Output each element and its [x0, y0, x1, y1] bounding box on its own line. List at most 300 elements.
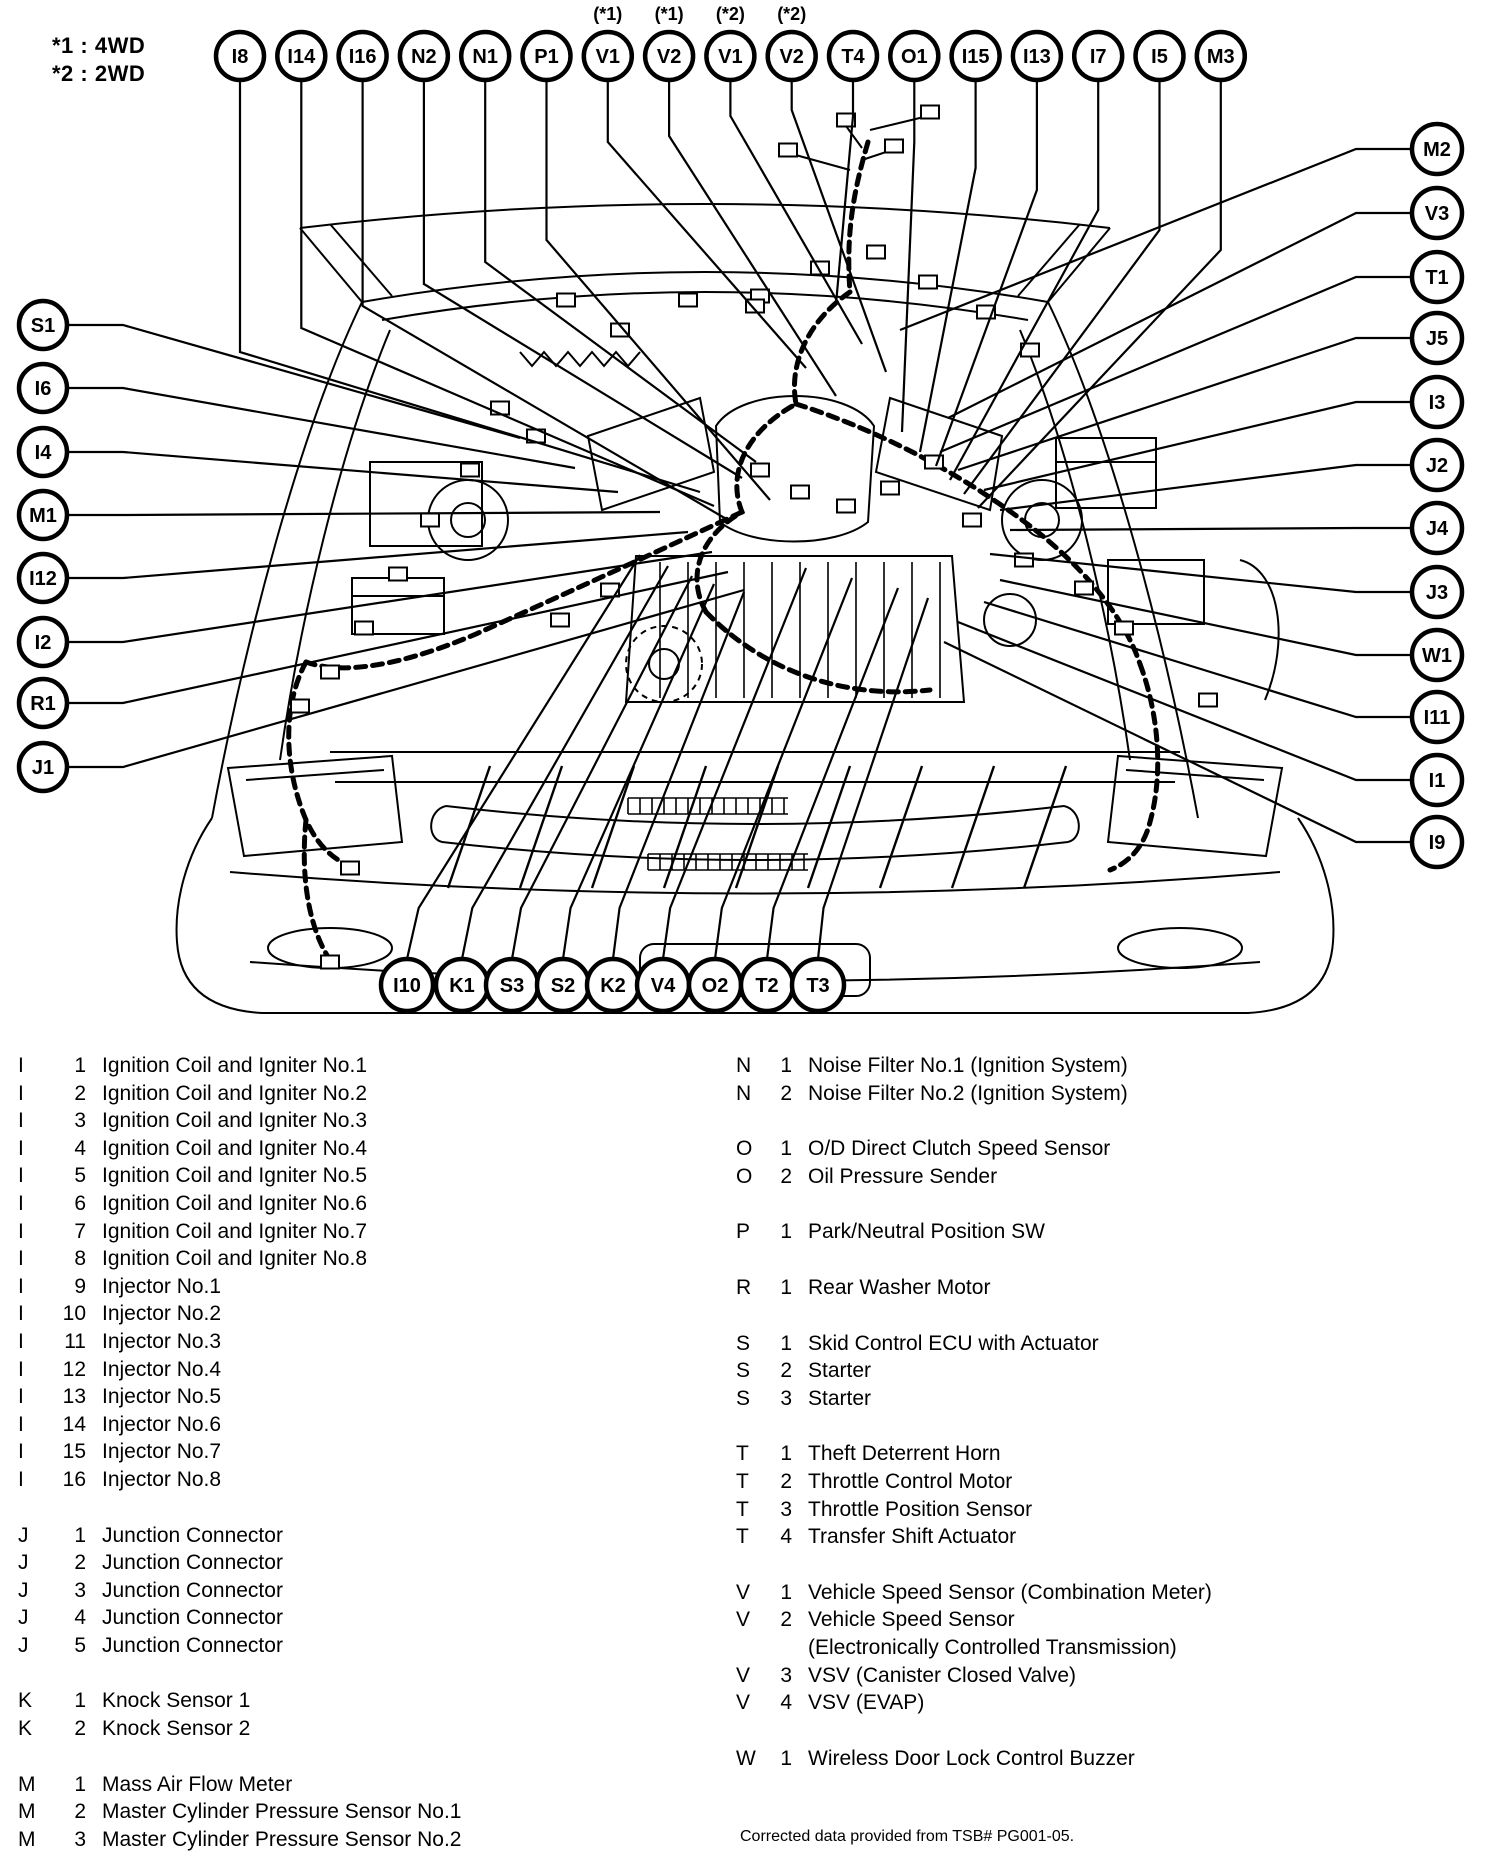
legend-row-I3: [18, 1107, 678, 1135]
legend-number: 8: [74, 1247, 86, 1271]
callout-I5: [1136, 32, 1184, 80]
legend-row-M3: [18, 1826, 678, 1854]
polyline-art: [67, 512, 660, 515]
callout-label: J3: [1425, 582, 1449, 604]
path-art: [289, 662, 350, 866]
path-art: [1126, 770, 1264, 780]
legend-section-P: [736, 1218, 1496, 1246]
polyline-art: [902, 80, 914, 432]
legend-row-T2: [736, 1468, 1496, 1496]
path-art: [706, 612, 930, 692]
legend-section-O: [736, 1135, 1496, 1190]
legend-row-O2: [736, 1163, 1496, 1191]
callout-label: I10: [393, 975, 421, 997]
legend-description: Transfer Shift Actuator: [808, 1525, 1017, 1549]
legend-description: Vehicle Speed Sensor (Combination Meter): [808, 1580, 1212, 1604]
polyline-art: [920, 80, 976, 452]
callout-label: I16: [348, 46, 377, 68]
legend-description: Rear Washer Motor: [808, 1275, 991, 1299]
legend-number: 3: [74, 1109, 86, 1133]
callout-label: I4: [34, 442, 52, 464]
legend-right-column: [736, 1052, 1496, 1800]
legend-letter: K: [18, 1717, 33, 1741]
engine-rib-detail: [448, 562, 1066, 888]
footnote: Corrected data provided from TSB# PG001-05.: [740, 1828, 1075, 1845]
legend-letter: O: [736, 1164, 753, 1188]
legend-description: Injector No.3: [102, 1329, 222, 1353]
legend-section-M: [18, 1771, 678, 1854]
path-art: [330, 224, 392, 296]
callout-I4: [19, 428, 67, 476]
legend-letter: S: [736, 1331, 751, 1355]
legend-description: Ignition Coil and Igniter No.3: [102, 1109, 367, 1133]
callout-S2: [537, 959, 589, 1011]
legend-row-M2: [18, 1798, 678, 1826]
callout-I14: [277, 32, 325, 80]
legend-letter: J: [18, 1551, 29, 1575]
legend-letter: I: [18, 1412, 24, 1436]
connector-block: [291, 700, 309, 713]
polyline-art: [512, 576, 692, 959]
connector-block: [963, 514, 981, 527]
legend-letter: M: [18, 1827, 36, 1851]
legend-letter: T: [736, 1442, 749, 1466]
path-art: [306, 512, 742, 668]
legend-description: Junction Connector: [102, 1606, 283, 1630]
legend-description: Injector No.7: [102, 1440, 222, 1464]
callout-I3: [1412, 377, 1462, 427]
callout-label: V2: [656, 46, 682, 68]
callout-label: N2: [411, 46, 437, 68]
legend-number: 3: [780, 1386, 792, 1410]
callout-note: (*2): [715, 4, 745, 24]
legend-description: Injector No.5: [102, 1385, 222, 1409]
legend-row-J3: [18, 1577, 678, 1605]
legend-letter: I: [18, 1467, 24, 1491]
polyline-art: [424, 80, 742, 478]
path-art: [300, 204, 1110, 228]
callout-label: J5: [1425, 328, 1449, 350]
legend-letter: T: [736, 1525, 749, 1549]
legend-description: Injector No.2: [102, 1302, 222, 1326]
ellipse-art: [1118, 928, 1242, 968]
connector-block: [389, 568, 407, 581]
legend-number: 16: [62, 1467, 86, 1491]
connector-block: [837, 500, 855, 513]
connector-block: [925, 456, 943, 469]
legend-number: 6: [74, 1191, 86, 1215]
legend-description: Throttle Control Motor: [808, 1469, 1013, 1493]
legend-row-I9: [18, 1273, 678, 1301]
path-art: [1048, 228, 1110, 302]
legend-number: 14: [62, 1412, 86, 1436]
legend-description: Ignition Coil and Igniter No.1: [102, 1054, 367, 1077]
legend-number: 1: [74, 1054, 86, 1077]
legend-number: 3: [780, 1497, 792, 1521]
polyline-art: [67, 325, 520, 438]
legend-row-continuation: [736, 1634, 1496, 1662]
legend-number: 5: [74, 1164, 86, 1188]
legend-row-N2: [736, 1080, 1496, 1108]
legend-row-S2: [736, 1357, 1496, 1385]
polyline-art: [608, 80, 806, 368]
connector-block: [557, 294, 575, 307]
legend-description: Master Cylinder Pressure Sensor No.2: [102, 1827, 462, 1851]
callout-J4: [1412, 503, 1462, 553]
legend-number: 2: [74, 1717, 86, 1741]
connector-block: [791, 486, 809, 499]
legend-description: Knock Sensor 2: [102, 1717, 251, 1741]
callout-label: T2: [755, 975, 779, 997]
callout-label: W1: [1422, 645, 1452, 667]
grille-bar: [880, 766, 922, 888]
grille-bar: [1024, 766, 1066, 888]
legend-description: Junction Connector: [102, 1551, 283, 1575]
circle-art: [451, 503, 485, 537]
legend-row-T4: [736, 1523, 1496, 1551]
callout-label: O1: [900, 46, 928, 68]
legend-number: 1: [74, 1772, 86, 1796]
circle-art: [984, 594, 1036, 646]
legend-section-S: [736, 1330, 1496, 1413]
legend-letter: I: [18, 1054, 24, 1077]
callout-J2: [1412, 440, 1462, 490]
callout-label: M1: [29, 505, 57, 527]
polyline-art: [900, 149, 1412, 330]
connector-block: [867, 246, 885, 259]
legend-number: [766, 1634, 792, 1662]
legend-row-I10: [18, 1300, 678, 1328]
grille-bar: [952, 766, 994, 888]
legend-number: 11: [64, 1329, 86, 1353]
legend-row-J1: [18, 1522, 678, 1550]
legend-number: 3: [780, 1663, 792, 1687]
legend-row-J4: [18, 1604, 678, 1632]
legend-description: VSV (EVAP): [808, 1691, 925, 1715]
callout-I9: [1412, 817, 1462, 867]
legend-number: 15: [62, 1440, 86, 1464]
callout-label: T1: [1425, 267, 1449, 289]
callout-label: S1: [30, 315, 56, 337]
legend-letter: S: [736, 1386, 751, 1410]
callout-I7: [1074, 32, 1122, 80]
legend-letter: I: [18, 1440, 24, 1464]
callout-label: I3: [1428, 392, 1446, 414]
legend-row-I16: [18, 1466, 678, 1494]
legend-section-I: [18, 1052, 678, 1494]
polyline-art: [936, 80, 1037, 466]
connector-block: [1115, 622, 1133, 635]
callout-K2: [587, 959, 639, 1011]
callout-label: V2: [779, 46, 804, 68]
callout-label: I13: [1022, 46, 1051, 68]
legend-row-I1: [18, 1052, 678, 1080]
callout-note: (*2): [777, 4, 807, 24]
legend-letter: J: [18, 1606, 29, 1630]
legend-number: 1: [74, 1689, 86, 1713]
legend-row-I2: [18, 1080, 678, 1108]
callout-V4: [637, 959, 689, 1011]
callout-M1: [19, 491, 67, 539]
callout-label: V1: [718, 46, 743, 68]
callout-label: I15: [961, 46, 990, 68]
legend-row-K1: [18, 1687, 678, 1715]
legend-row-I8: [18, 1245, 678, 1273]
legend-description: (Electronically Controlled Transmission): [808, 1635, 1177, 1659]
legend-number: 7: [74, 1219, 86, 1243]
legend-section-T: [736, 1440, 1496, 1550]
circle-art: [1025, 503, 1059, 537]
legend-number: 2: [780, 1164, 792, 1188]
legend-description: Park/Neutral Position SW: [808, 1220, 1045, 1244]
legend-letter: N: [736, 1054, 752, 1077]
legend-row-K2: [18, 1715, 678, 1743]
connector-block: [881, 482, 899, 495]
legend-description: Injector No.4: [102, 1357, 222, 1381]
callout-I13: [1013, 32, 1061, 80]
polyline-art: [984, 402, 1412, 490]
path-art: [300, 228, 362, 302]
legend-letter: J: [18, 1523, 29, 1547]
connector-block: [355, 622, 373, 635]
legend-number: 2: [780, 1608, 792, 1632]
connector-block: [341, 862, 359, 875]
legend-description: Starter: [808, 1359, 872, 1383]
callout-label: I11: [1423, 707, 1451, 729]
callout-K1: [436, 959, 488, 1011]
legend-letter: V: [736, 1691, 751, 1715]
callout-label: I14: [287, 46, 316, 68]
legend-row-J2: [18, 1549, 678, 1577]
path-art: [849, 142, 868, 292]
path-art: [1064, 806, 1079, 842]
legend-description: Injector No.1: [102, 1274, 222, 1298]
callout-V1: [706, 32, 754, 80]
path-art: [697, 292, 850, 612]
connector-block: [1075, 582, 1093, 595]
callout-label: S2: [550, 975, 576, 997]
path-art: [382, 292, 1028, 320]
legend-description: Theft Deterrent Horn: [808, 1442, 1001, 1466]
legend-number: 1: [74, 1523, 86, 1547]
legend-letter: J: [18, 1578, 29, 1602]
callout-note: (*1): [654, 4, 684, 24]
legend-description: Wireless Door Lock Control Buzzer: [808, 1746, 1135, 1770]
callout-label: I7: [1089, 46, 1107, 68]
path-art: [246, 770, 384, 780]
legend-letter: I: [18, 1329, 24, 1353]
vehicle-front-line-art: [177, 116, 1334, 1013]
callout-I6: [19, 364, 67, 412]
legend-letter: V: [736, 1608, 751, 1632]
legend-description: Master Cylinder Pressure Sensor No.1: [102, 1800, 462, 1824]
path-art: [230, 872, 1280, 894]
callout-V3: [1412, 188, 1462, 238]
callout-label: O2: [701, 975, 729, 997]
connector-block: [321, 666, 339, 679]
legend-section-W: [736, 1745, 1496, 1773]
legend-description: Noise Filter No.1 (Ignition System): [808, 1054, 1128, 1077]
legend-number: 1: [780, 1746, 792, 1770]
legend-description: Junction Connector: [102, 1578, 283, 1602]
callout-T3: [792, 959, 844, 1011]
connector-block: [751, 464, 769, 477]
legend-number: 1: [780, 1331, 792, 1355]
legend-letter: N: [736, 1081, 752, 1105]
polyline-art: [1010, 528, 1412, 530]
legend-letter: I: [18, 1357, 24, 1381]
legend-number: 3: [74, 1827, 86, 1851]
legend-number: 1: [780, 1220, 792, 1244]
legend-number: 1: [780, 1137, 792, 1161]
callout-T4: [829, 32, 877, 80]
callout-I11: [1412, 692, 1462, 742]
legend-section-V: [736, 1579, 1496, 1717]
legend-letter: M: [18, 1800, 36, 1824]
path-art: [846, 126, 862, 148]
legend-row-I7: [18, 1218, 678, 1246]
callout-label: T4: [841, 46, 865, 68]
callout-label: J2: [1425, 455, 1449, 477]
legend-description: O/D Direct Clutch Speed Sensor: [808, 1137, 1111, 1161]
legend-letter: I: [18, 1136, 24, 1160]
callout-J1: [19, 743, 67, 791]
callout-label: I1: [1428, 770, 1446, 792]
legend-number: 1: [780, 1275, 792, 1299]
callout-S1: [19, 301, 67, 349]
legend-number: 13: [62, 1385, 86, 1409]
callout-label: V4: [650, 975, 676, 997]
legend-description: Vehicle Speed Sensor: [808, 1608, 1015, 1632]
wiring-harness-art: [289, 142, 1158, 960]
legend-number: 12: [62, 1357, 86, 1381]
legend-left-column: [18, 1052, 678, 1860]
legend-letter: I: [18, 1219, 24, 1243]
callout-W1: [1412, 630, 1462, 680]
legend-letter: I: [18, 1109, 24, 1133]
legend-row-T1: [736, 1440, 1496, 1468]
legend-description: Junction Connector: [102, 1523, 283, 1547]
legend-section-N: [736, 1052, 1496, 1107]
callout-T1: [1412, 252, 1462, 302]
callout-I2: [19, 618, 67, 666]
polyline-art: [67, 572, 728, 703]
legend-section-R: [736, 1274, 1496, 1302]
polyline-art: [978, 80, 1221, 508]
legend-description: Starter: [808, 1386, 872, 1410]
legend-row-I4: [18, 1135, 678, 1163]
legend-row-I6: [18, 1190, 678, 1218]
legend-row-I5: [18, 1162, 678, 1190]
legend-description: Mass Air Flow Meter: [102, 1772, 293, 1796]
path-art: [588, 398, 714, 510]
callout-label: N1: [472, 46, 498, 68]
callout-M2: [1412, 124, 1462, 174]
callout-N1: [461, 32, 509, 80]
legend-row-V4: [736, 1689, 1496, 1717]
legend-row-I15: [18, 1438, 678, 1466]
legend-number: 1: [780, 1580, 792, 1604]
callout-R1: [19, 679, 67, 727]
legend-row-J5: [18, 1632, 678, 1660]
callout-P1: [523, 32, 571, 80]
callout-V2: [768, 32, 816, 80]
legend-description: Ignition Coil and Igniter No.8: [102, 1247, 367, 1271]
legend-description: Injector No.6: [102, 1412, 222, 1436]
connector-block: [551, 614, 569, 627]
connector-block: [321, 956, 339, 969]
legend-number: 2: [780, 1359, 792, 1383]
legend-description: Skid Control ECU with Actuator: [808, 1331, 1099, 1355]
legend-letter: I: [18, 1274, 24, 1298]
callout-M3: [1197, 32, 1245, 80]
legend-number: 1: [780, 1442, 792, 1466]
polyline-art: [67, 532, 688, 578]
connector-block: [461, 464, 479, 477]
legend-letter: I: [18, 1191, 24, 1215]
legend-section-J: [18, 1522, 678, 1660]
legend-row-N1: [736, 1052, 1496, 1080]
polyline-art: [669, 80, 836, 396]
callout-O1: [890, 32, 938, 80]
callout-label: I6: [34, 378, 52, 400]
legend-letter: I: [18, 1385, 24, 1409]
legend-letter: T: [736, 1497, 749, 1521]
polyline-art: [767, 588, 898, 959]
callout-label: M2: [1423, 139, 1451, 161]
legend-row-I14: [18, 1411, 678, 1439]
callout-label: M3: [1206, 46, 1235, 68]
legend-number: 4: [74, 1606, 86, 1630]
legend-description: Ignition Coil and Igniter No.7: [102, 1219, 367, 1243]
grille-bar: [808, 766, 850, 888]
callout-T2: [741, 959, 793, 1011]
legend-row-I12: [18, 1356, 678, 1384]
callout-label: P1: [534, 46, 559, 68]
polyline-art: [363, 80, 728, 520]
legend-number: 2: [74, 1551, 86, 1575]
legend-description: Injector No.8: [102, 1467, 222, 1491]
legend-number: 2: [74, 1800, 86, 1824]
legend-description: Ignition Coil and Igniter No.4: [102, 1136, 367, 1160]
legend-description: Ignition Coil and Igniter No.2: [102, 1081, 367, 1105]
callout-S3: [486, 959, 538, 1011]
legend-letter: K: [18, 1689, 33, 1713]
callout-label: S3: [499, 975, 525, 997]
leader-lines: [67, 80, 1412, 959]
legend-row-V2: [736, 1606, 1496, 1634]
polyline-art: [67, 590, 744, 767]
connector-block: [1015, 554, 1033, 567]
callout-label: K1: [449, 975, 475, 997]
legend-row-V3: [736, 1662, 1496, 1690]
callout-I1: [1412, 755, 1462, 805]
legend-letter: [736, 1634, 766, 1662]
legend-row-V1: [736, 1579, 1496, 1607]
legend-row-S3: [736, 1385, 1496, 1413]
legend-description: Knock Sensor 1: [102, 1689, 251, 1713]
legend-letter: I: [18, 1302, 24, 1326]
path-art: [431, 806, 446, 842]
legend-row-P1: [736, 1218, 1496, 1246]
legend-row-I11: [18, 1328, 678, 1356]
path-art: [362, 272, 1048, 302]
legend-letter: V: [736, 1580, 751, 1604]
legend-row-O1: [736, 1135, 1496, 1163]
callout-N2: [400, 32, 448, 80]
polyline-art: [67, 452, 618, 492]
connector-block: [421, 514, 439, 527]
